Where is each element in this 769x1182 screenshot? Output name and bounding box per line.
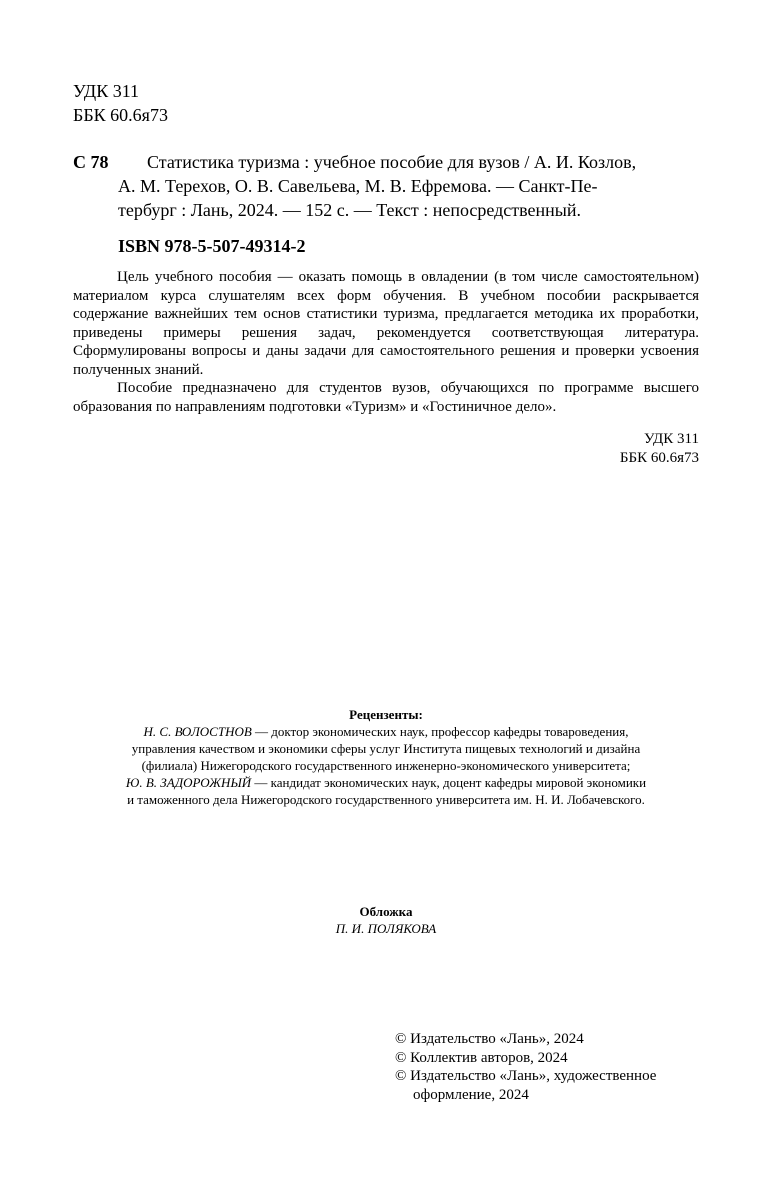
author-sign: С 78	[73, 152, 109, 172]
reviewer-name: Н. С. ВОЛОСТНОВ	[143, 724, 252, 739]
reviewers-heading: Рецензенты:	[349, 707, 423, 722]
reviewer-credentials: управления качеством и экономики сферы услуг Института пищевых технологий и дизайна	[131, 741, 641, 756]
udk-code: УДК 311	[73, 81, 140, 101]
reviewer-1	[73, 723, 699, 740]
copyright-line: © Издательство «Лань», художественное оформление, 2024	[395, 1068, 657, 1103]
reviewer-credentials: — доктор экономических наук, профессор кафедры товароведения,	[251, 724, 629, 739]
bbk-code: ББК 60.6я73	[73, 105, 168, 125]
annotation	[73, 268, 699, 416]
udk-code: УДК 311	[643, 431, 699, 447]
biblio-line: тербург : Лань, 2024. — 152 с. — Текст : непосредственный.	[118, 200, 582, 220]
cover-credit	[73, 903, 699, 937]
udk-bbk-header	[73, 79, 168, 127]
bbk-code: ББК 60.6я73	[619, 449, 699, 466]
cover-designer: П. И. ПОЛЯКОВА	[335, 921, 437, 936]
udk-bbk-footer	[620, 430, 699, 467]
reviewer-credentials: (филиала) Нижегородского государственного инженерно-экономического университета;	[141, 758, 631, 773]
copyright-block	[395, 1030, 705, 1104]
reviewer-2	[73, 774, 699, 791]
copyright-line: © Коллектив авторов, 2024	[395, 1049, 568, 1066]
bibliographic-record	[118, 150, 700, 222]
biblio-line: А. М. Терехов, О. В. Савельева, М. В. Ефремова. — Санкт-Пе-	[118, 176, 598, 196]
reviewer-name: Ю. В. ЗАДОРОЖНЫЙ	[125, 775, 252, 790]
reviewer-credentials: — кандидат экономических наук, доцент кафедры мировой экономики	[251, 775, 647, 790]
biblio-line: Статистика туризма : учебное пособие для вузов / А. И. Козлов,	[147, 152, 637, 172]
isbn: ISBN 978-5-507-49314-2	[118, 236, 306, 256]
reviewers-block	[73, 706, 699, 808]
copyright-line: © Издательство «Лань», 2024	[395, 1031, 584, 1047]
annotation-paragraph: Цель учебного пособия — оказать помощь в овладении (в том числе самостоятельном) материалом курса слушателям всех форм обучения. В учебном пособии раскрывается содержание важнейших тем основ статистики туризма, предлагается методика их проработки, приведены примеры решения задач, рекомендуется соответствующая литература. Сформулированы вопросы и даны задачи для самостоятельного решения и проверки усвоения полученных знаний.	[73, 269, 699, 378]
cover-heading: Обложка	[359, 904, 413, 919]
reviewer-credentials: и таможенного дела Нижегородского государственного университета им. Н. И. Лобачевского.	[127, 792, 645, 807]
annotation-paragraph: Пособие предназначено для студентов вузов, обучающихся по программе высшего образования по направлениям подготовки «Туризм» и «Гостиничное дело».	[73, 380, 699, 415]
